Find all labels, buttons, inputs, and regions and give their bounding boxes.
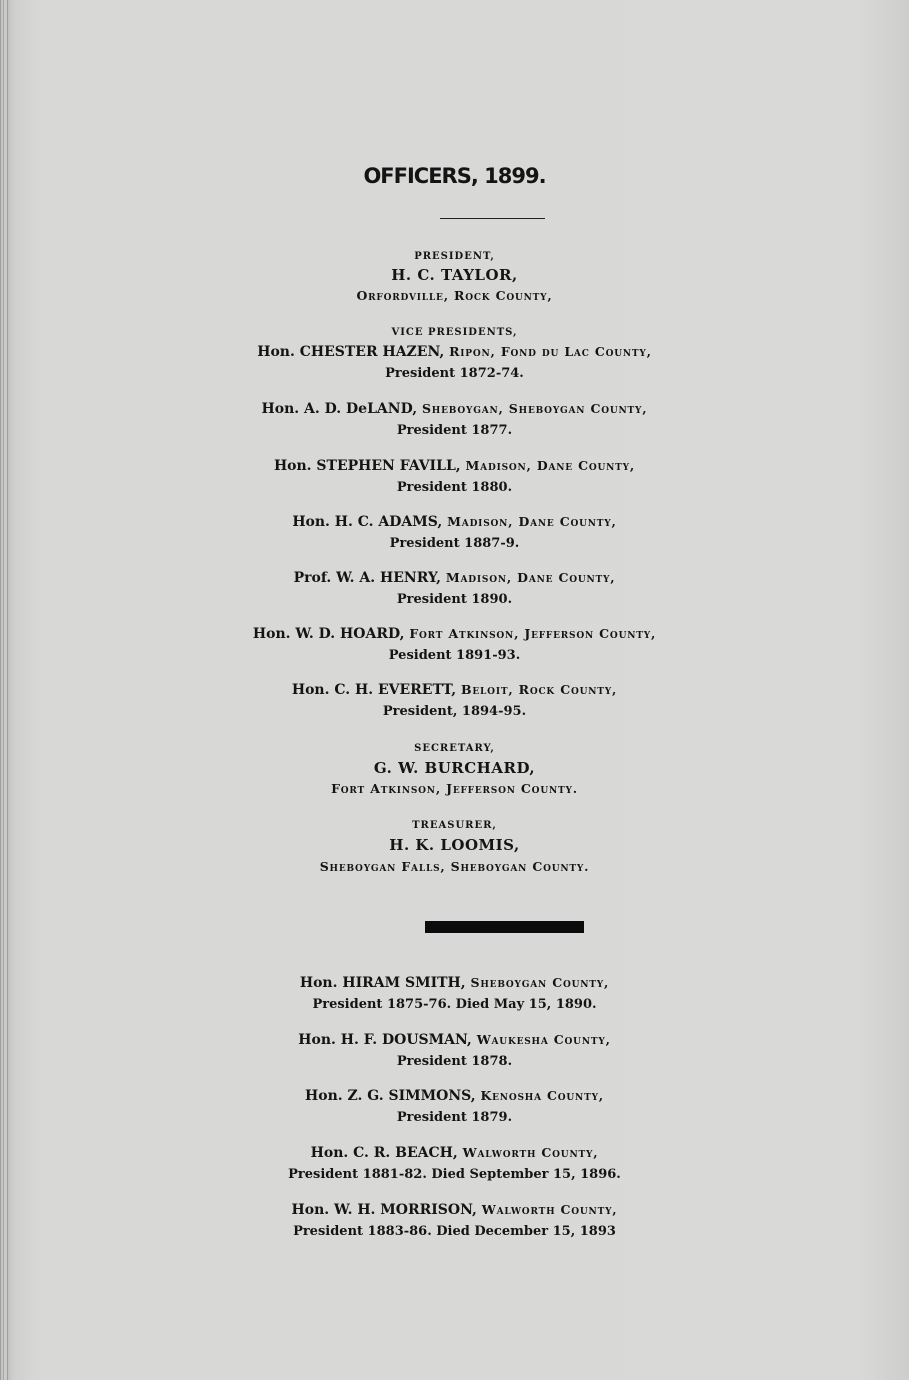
vice-president-place: Ripon, Fond du Lac County, <box>449 344 652 359</box>
vice-president-place: Beloit, Rock County, <box>461 682 618 697</box>
vice-president-term: Pesident 1891-93. <box>388 648 521 663</box>
vice-president-name: Hon. CHESTER HAZEN, <box>257 344 445 360</box>
past-president-name: Hon. C. R. BEACH, <box>310 1145 458 1161</box>
vice-presidents-label: VICE PRESIDENTS, <box>391 327 518 338</box>
past-president-name-line <box>0 1032 909 1048</box>
past-president-term: President 1881-82. Died September 15, 1896. <box>288 1167 621 1182</box>
president-name: H. C. TAYLOR, <box>391 266 518 284</box>
vice-president-name: Hon. H. C. ADAMS, <box>292 514 443 530</box>
vice-president-name-line <box>0 570 909 586</box>
past-president-place: Walworth County, <box>481 1202 618 1217</box>
secretary-label: SECRETARY, <box>414 743 495 754</box>
treasurer-place: Sheboygan Falls, Sheboygan County. <box>319 859 590 874</box>
past-president-term: President 1879. <box>396 1110 513 1125</box>
vice-president-term: President 1872-74. <box>385 366 524 381</box>
vice-president-name-line <box>0 344 909 360</box>
secretary-place: Fort Atkinson, Jefferson County. <box>331 781 578 796</box>
past-president-term: President 1883-86. Died December 15, 1893 <box>293 1224 616 1239</box>
vice-president-name: Hon. W. D. HOARD, <box>252 626 405 642</box>
vice-president-term: President, 1894-95. <box>382 704 527 719</box>
past-president-name-line <box>0 1088 909 1104</box>
past-president-name: Hon. Z. G. SIMMONS, <box>305 1088 476 1104</box>
vice-president-name: Hon. C. H. EVERETT, <box>291 682 457 698</box>
page-title: OFFICERS, 1899. <box>363 164 546 188</box>
past-president-place: Waukesha County, <box>476 1032 611 1047</box>
section-divider-bar <box>425 921 584 933</box>
past-president-name-line <box>0 1202 909 1218</box>
president-place: Orfordville, Rock County, <box>356 288 553 303</box>
vice-president-place: Madison, Dane County, <box>447 514 617 529</box>
president-label: PRESIDENT, <box>414 251 495 262</box>
vice-president-term: President 1890. <box>396 592 513 607</box>
vice-president-place: Madison, Dane County, <box>445 570 616 585</box>
treasurer-label: TREASURER, <box>412 820 497 831</box>
vice-president-name-line <box>0 458 909 474</box>
vice-president-term: President 1880. <box>396 480 513 495</box>
vice-president-term: President 1877. <box>396 423 513 438</box>
secretary-name: G. W. BURCHARD, <box>373 759 536 777</box>
treasurer-name: H. K. LOOMIS, <box>389 836 520 854</box>
vice-president-name: Hon. A. D. DeLAND, <box>261 401 418 417</box>
past-president-place: Walworth County, <box>462 1145 599 1160</box>
vice-president-place: Madison, Dane County, <box>465 458 636 473</box>
title-divider <box>440 218 545 219</box>
past-president-name: Hon. W. H. MORRISON, <box>291 1202 477 1218</box>
vice-president-name-line <box>0 626 909 642</box>
past-president-term: President 1878. <box>396 1054 513 1069</box>
vice-president-name: Hon. STEPHEN FAVILL, <box>273 458 461 474</box>
vice-president-name-line <box>0 682 909 698</box>
past-president-place: Kenosha County, <box>480 1088 604 1103</box>
vice-president-name-line <box>0 514 909 530</box>
past-president-name-line <box>0 975 909 991</box>
vice-president-term: President 1887-9. <box>389 536 520 551</box>
past-president-name: Hon. HIRAM SMITH, <box>299 975 466 991</box>
vice-president-name: Prof. W. A. HENRY, <box>293 570 441 586</box>
vice-president-place: Sheboygan, Sheboygan County, <box>421 401 648 416</box>
vice-president-name-line <box>0 401 909 417</box>
past-president-name-line <box>0 1145 909 1161</box>
past-president-name: Hon. H. F. DOUSMAN, <box>298 1032 472 1048</box>
past-president-place: Sheboygan County, <box>470 975 610 990</box>
vice-president-place: Fort Atkinson, Jefferson County, <box>409 626 657 641</box>
past-president-term: President 1875-76. Died May 15, 1890. <box>312 997 597 1012</box>
